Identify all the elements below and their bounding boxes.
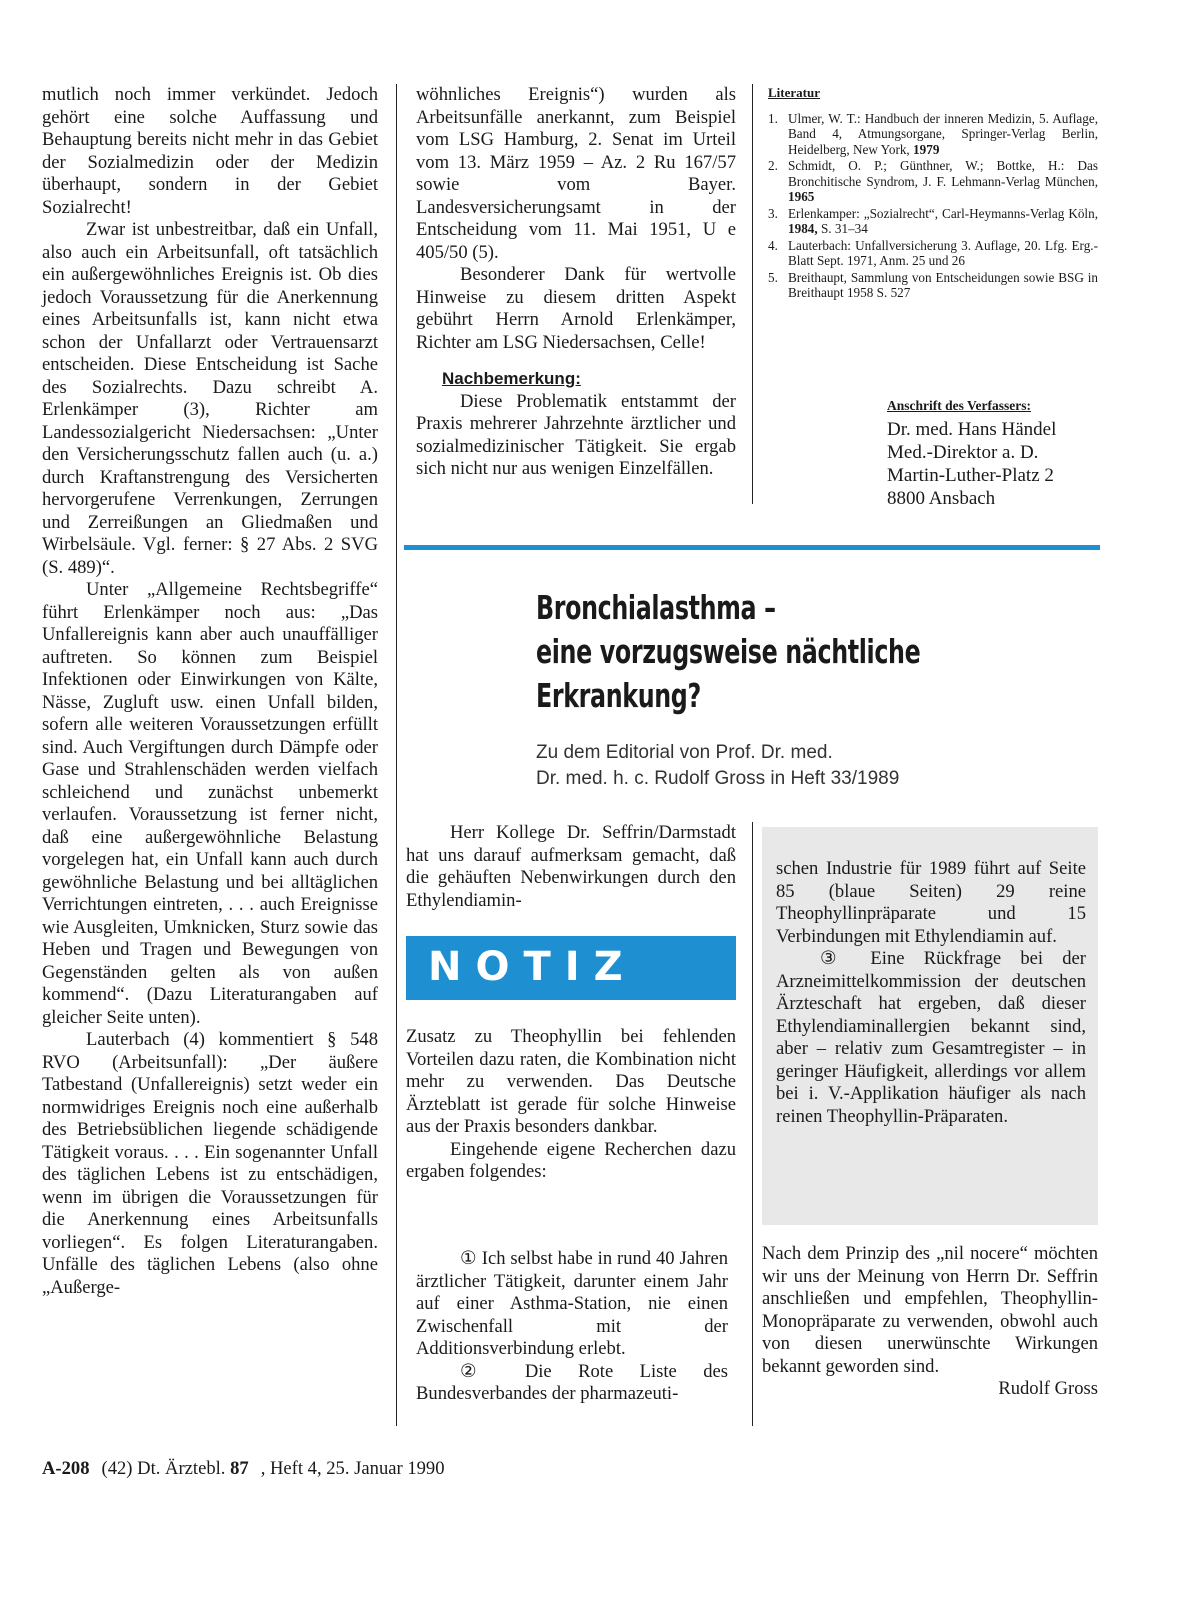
address-line: 8800 Ansbach bbox=[887, 488, 996, 509]
address-line: Dr. med. Hans Händel bbox=[887, 419, 1057, 440]
address-line: Martin-Luther-Platz 2 bbox=[887, 465, 1054, 486]
reference-item: 1. Ulmer, W. T.: Handbuch der inneren Medizin, 5. Auflage, Band 4, Atmungsorgane, Springer-Verlag Berlin, Heidelberg, New York, 1979 bbox=[768, 110, 1098, 157]
reference-item: 3. Erlenkamper: „Sozialrecht“, Carl-Heymanns-Verlag Köln, 1984, S. 31–34 bbox=[768, 205, 1098, 236]
signature: Rudolf Gross bbox=[998, 1378, 1098, 1399]
author-address bbox=[887, 398, 1117, 510]
column-divider bbox=[752, 822, 753, 1426]
address-line: Med.-Direktor a. D. bbox=[887, 442, 1039, 463]
article-column-b-bottom bbox=[762, 1243, 1098, 1401]
nachbemerkung-heading: Nachbemerkung: bbox=[442, 369, 581, 388]
paragraph: ③ Eine Rückfrage bei der Arzneimittelkommission der deutschen Ärzteschaft hat ergeben, daß dieser Ethylendiaminallergien bekannt sind, aber – relativ zum Gesamtregister – in geringer Häufigkeit, allerdings vor allem bei i. V.-Applikation häufiger als nach reinen Theophyllin-Präparaten. bbox=[776, 948, 1086, 1127]
paragraph: Unter „Allgemeine Rechtsbegriffe“ führt Erlenkämper noch aus: „Das Unfallereignis kann aber auch unauffälliger auftreten. So können zum Beispiel Infektionen oder Einwirkungen von Kälte, Nässe, Zugluft usw. einen Unfall bilden, sofern alle weiteren Voraussetzungen erfüllt sind. Auch Vergiftungen durch Dämpfe oder Gase und Strahlenschäden werden vielfach schleichend und zunächst unbemerkt verlaufen. Voraussetzung ist ferner nicht, daß eine außergewöhnliche Belastung vorgelegen hat, ein Unfall kann auch durch gewöhnliche Belastung und bei alltäglichen Verrichtungen eintreten, . . . auch Ereignisse wie Ausgleiten, Umknicken, Sturz sowie das Heben und Tragen und Bewegungen von Gegenständen gelten als von außen kommend“. (Dazu Literaturangaben auf gleicher Seite unten). bbox=[42, 579, 378, 1028]
paragraph: Zwar ist unbestreitbar, daß ein Unfall, also auch ein Arbeitsunfall, oft tatsächlich ein außergewöhnliches Ereignis ist. Ob dies jedoch Voraussetzung für die Anerkennung eines Arbeitsunfalls ist, kann nicht etwa schon der Unfallarzt oder Vertrauensarzt entscheiden. Diese Entscheidung ist Sache des Sozialrechts. Dazu schreibt A. Erlenkämper (3), Richter am Landessozialgericht Niedersachsen: „Unter den Versicherungsschutz fallen auch (u. a.) durch Kraftanstrengung des Versicherten hervorgerufene Verrenkungen, Zerrungen und Zerreißungen an Gliedmaßen und Wirbelsäule. Vgl. ferner: § 27 Abs. 2 SVG (S. 489)“. bbox=[42, 219, 378, 578]
paragraph: Nach dem Prinzip des „nil nocere“ möchten wir uns der Meinung von Herrn Dr. Seffrin anschließen und empfehlen, Theophyllin-Monopräparate zu verwenden, obwohl auch von diesen unerwünschte Wirkungen bekannt geworden sind. bbox=[762, 1243, 1098, 1377]
article-column-a-bottom bbox=[416, 1248, 728, 1406]
paragraph: Eingehende eigene Recherchen dazu ergaben folgendes: bbox=[406, 1138, 736, 1182]
paragraph: ① Ich selbst habe in rund 40 Jahren ärztlicher Tätigkeit, darunter einem Jahr auf einer Asthma-Station, nie einen Zwischenfall mit der Additionsverbindung erlebt. bbox=[416, 1248, 728, 1359]
column-2 bbox=[416, 84, 736, 481]
article-headline: Bronchialasthma – eine vorzugsweise nächtliche Erkrankung? bbox=[536, 588, 921, 715]
article-column-a-mid bbox=[406, 1026, 736, 1184]
paragraph: Lauterbach (4) kommentiert § 548 RVO (Arbeitsunfall): „Der äußere Tatbestand (Unfallereignis) setzt weder ein normwidriges Ereignis noch eine außerhalb des Betriebsüblichen liegende schädigende Tätigkeit voraus. . . . Ein sogenannter Unfall des täglichen Lebens ist zu entschädigen, wenn im übrigen die Voraussetzungen für die Anerkennung eines Arbeitsunfalls vorliegen“. Es folgen Literaturangaben. Unfälle des täglichen Lebens (also ohne „Außerge- bbox=[42, 1029, 378, 1298]
literatur-title: Literatur bbox=[768, 85, 820, 100]
citation: (42) Dt. Ärztebl. bbox=[101, 1458, 226, 1479]
address-label: Anschrift des Verfassers: bbox=[887, 398, 1031, 413]
issue-date: , Heft 4, 25. Januar 1990 bbox=[260, 1458, 445, 1479]
paragraph: mutlich noch immer verkündet. Jedoch gehört eine solche Auffassung und Behauptung bereits nicht mehr in das Gebiet der Sozialmedizin oder der Medizin überhaupt, sondern in der Gebiet Sozialrecht! bbox=[42, 84, 378, 218]
reference-item: 5. Breithaupt, Sammlung von Entscheidungen sowie BSG in Breithaupt 1958 S. 527 bbox=[768, 269, 1098, 300]
page-number: A-208 bbox=[42, 1458, 90, 1479]
notiz-label: NOTIZ bbox=[428, 944, 637, 990]
column-divider bbox=[752, 84, 753, 504]
column-divider bbox=[396, 84, 397, 1426]
volume: 87 bbox=[230, 1458, 249, 1479]
literatur-section bbox=[768, 82, 1098, 302]
nachbemerkung-text: Diese Problematik entstammt der Praxis mehrerer Jahrzehnte ärztlicher und sozialmedizinischer Tätigkeit. Sie ergab sich nicht nur aus wenigen Einzelfällen. bbox=[416, 390, 736, 479]
reference-item: 4. Lauterbach: Unfallversicherung 3. Auflage, 20. Lfg. Erg.-Blatt Sept. 1971, Anm. 25 und 26 bbox=[768, 237, 1098, 268]
article-subtitle: Zu dem Editorial von Prof. Dr. med. Dr. med. h. c. Rudolf Gross in Heft 33/1989 bbox=[536, 742, 900, 789]
notiz-banner bbox=[406, 936, 736, 1000]
article-column-b-box bbox=[776, 858, 1086, 1128]
article-column-a-top bbox=[406, 822, 736, 912]
paragraph: schen Industrie für 1989 führt auf Seite 85 (blaue Seiten) 29 reine Theophyllinpräparate und 15 Verbindungen mit Ethylendiamin auf. bbox=[776, 858, 1086, 947]
paragraph: Zusatz zu Theophyllin bei fehlenden Vorteilen dazu raten, die Kombination nicht mehr zu verwenden. Das Deutsche Ärzteblatt ist gerade für solche Hinweise aus der Praxis besonders dankbar. bbox=[406, 1026, 736, 1137]
paragraph: wöhnliches Ereignis“) wurden als Arbeitsunfälle anerkannt, zum Beispiel vom LSG Hamburg, 2. Senat im Urteil vom 13. März 1959 – Az. 2 Ru 167/57 sowie vom Bayer. Landesversicherungsamt in der Entscheidung vom 11. Mai 1951, U e 405/50 (5). bbox=[416, 84, 736, 263]
paragraph: Herr Kollege Dr. Seffrin/Darmstadt hat uns darauf aufmerksam gemacht, daß die gehäuften Nebenwirkungen durch den Ethylendiamin- bbox=[406, 822, 736, 911]
paragraph: ② Die Rote Liste des Bundesverbandes der pharmazeuti- bbox=[416, 1360, 728, 1404]
column-1 bbox=[42, 84, 378, 1299]
page-footer bbox=[42, 1458, 445, 1480]
reference-item: 2. Schmidt, O. P.; Günthner, W.; Bottke, H.: Das Bronchitische Syndrom, J. F. Lehmann-Verlag München, 1965 bbox=[768, 158, 1098, 204]
literatur-list bbox=[768, 111, 1098, 301]
paragraph: Besonderer Dank für wertvolle Hinweise zu diesem dritten Aspekt gebührt Herrn Arnold Erlenkämper, Richter am LSG Niedersachsen, Celle! bbox=[416, 264, 736, 353]
section-divider-bar bbox=[404, 545, 1100, 550]
